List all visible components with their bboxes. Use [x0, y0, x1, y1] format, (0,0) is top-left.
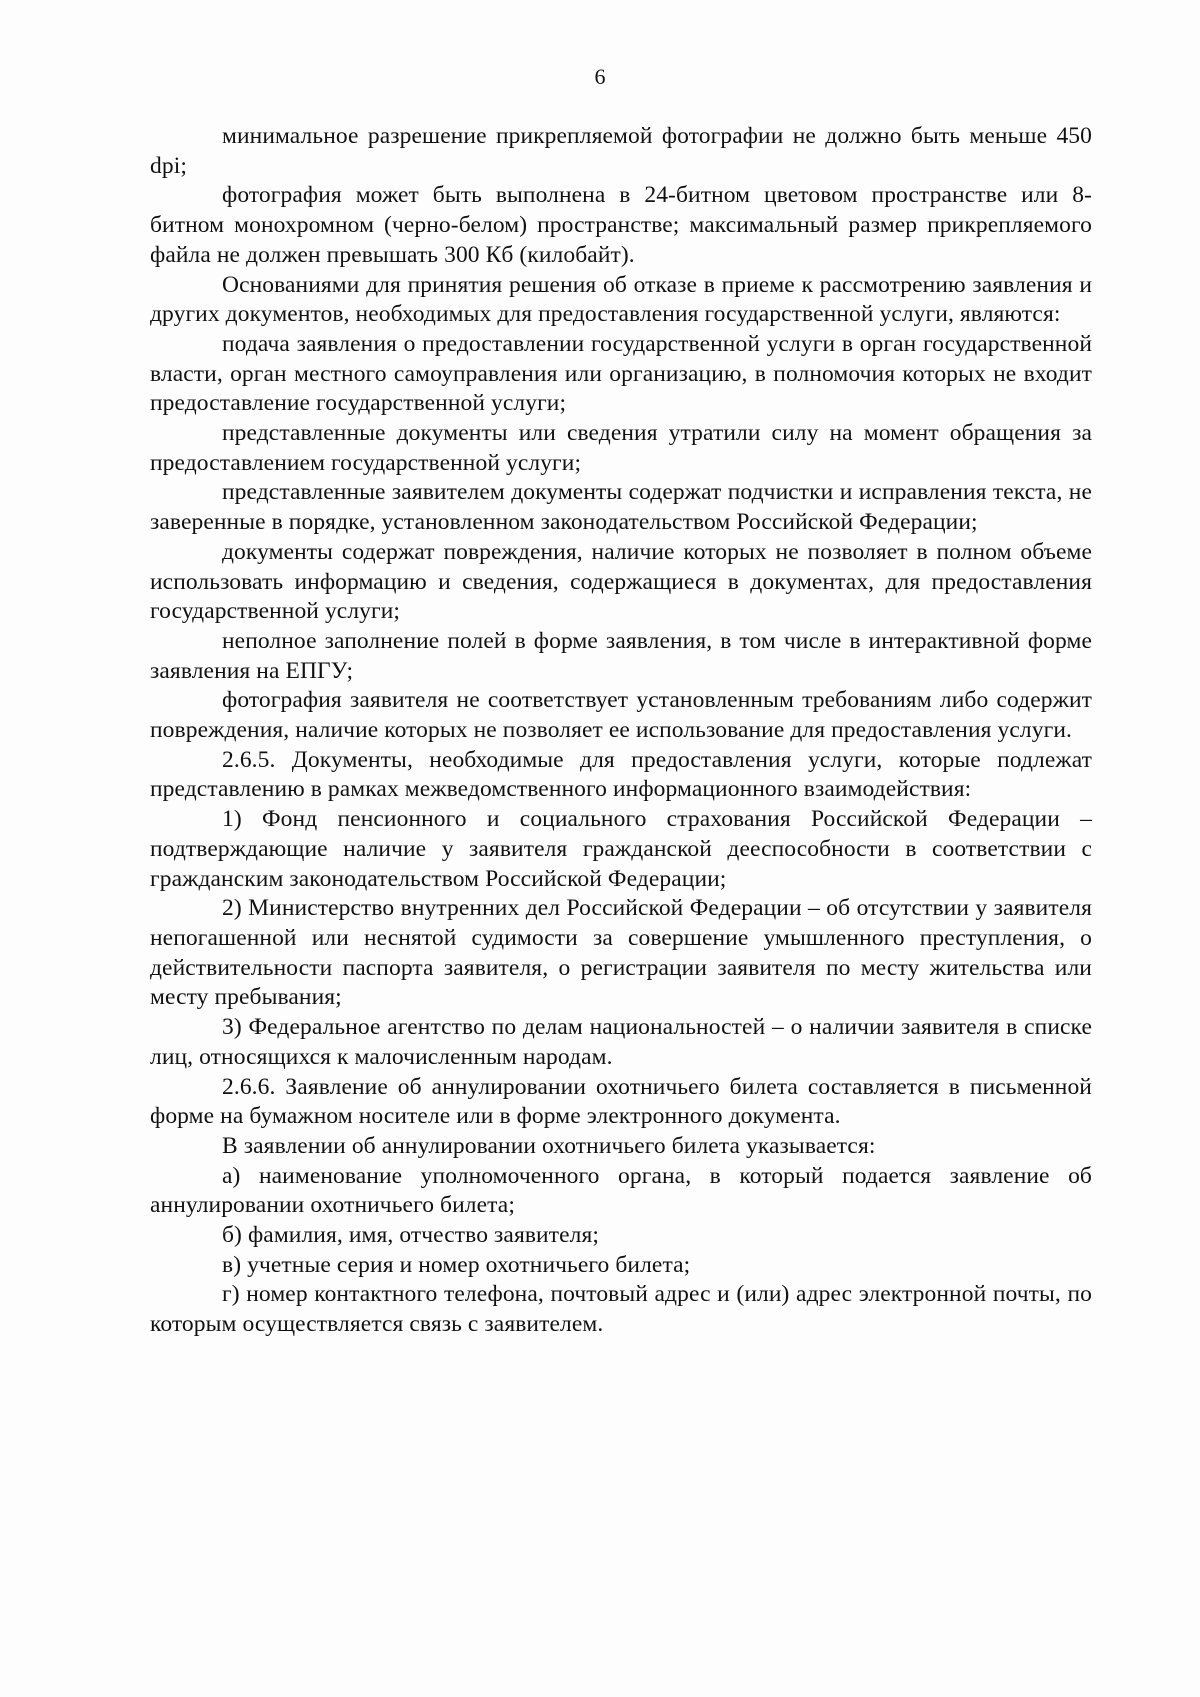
paragraph: минимальное разрешение прикрепляемой фотографии не должно быть меньше 450 dpi;	[150, 123, 1092, 179]
document-body	[150, 122, 1092, 1340]
paragraph: 2.6.5. Документы, необходимые для предоставления услуги, которые подлежат представлению в рамках межведомственного информационного взаимодействия:	[150, 746, 1092, 803]
paragraph: 1) Фонд пенсионного и социального страхования Российской Федерации – подтверждающие наличие у заявителя гражданской дееспособности в соответствии с гражданским законодательством Российской Федерации;	[150, 806, 1092, 892]
paragraph: а) наименование уполномоченного органа, в который подается заявление об аннулировании охотничьего билета;	[150, 1162, 1092, 1219]
paragraph: подача заявления о предоставлении государственной услуги в орган государственной власти, орган местного самоуправления или организацию, в полномочия которых не входит предоставление государственной услуги;	[150, 330, 1092, 417]
page-number: 6	[594, 64, 606, 89]
paragraph: 2.6.6. Заявление об аннулировании охотничьего билета составляется в письменной форме на бумажном носителе или в форме электронного документа.	[150, 1073, 1092, 1130]
paragraph: Основаниями для принятия решения об отказе в приеме к рассмотрению заявления и других документов, необходимых для предоставления государственной услуги, являются:	[150, 271, 1092, 328]
paragraph: представленные документы или сведения утратили силу на момент обращения за предоставлением государственной услуги;	[150, 420, 1092, 476]
paragraph: 3) Федеральное агентство по делам национальностей – о наличии заявителя в списке лиц, относящихся к малочисленным народам.	[150, 1014, 1092, 1070]
paragraph: фотография заявителя не соответствует установленным требованиям либо содержит повреждения, наличие которых не позволяет ее использование для предоставления услуги.	[150, 687, 1092, 744]
paragraph: В заявлении об аннулировании охотничьего билета указывается:	[222, 1132, 876, 1159]
paragraph: г) номер контактного телефона, почтовый адрес и (или) адрес электронной почты, по которым осуществляется связь с заявителем.	[150, 1281, 1092, 1338]
paragraph: неполное заполнение полей в форме заявления, в том числе в интерактивной форме заявления на ЕПГУ;	[150, 627, 1092, 684]
paragraph: 2) Министерство внутренних дел Российской Федерации – об отсутствии у заявителя непогашенной или неснятой судимости за совершение умышленного преступления, о действительности паспорта заявителя, о регистрации заявителя по месту жительства или месту пребывания;	[150, 895, 1092, 1011]
paragraph: документы содержат повреждения, наличие которых не позволяет в полном объеме использовать информацию и сведения, содержащиеся в документах, для предоставления государственной услуги;	[150, 538, 1092, 625]
paragraph: фотография может быть выполнена в 24-битном цветовом пространстве или 8-битном монохромном (черно-белом) пространстве; максимальный размер прикрепляемого файла не должен превышать 300 Кб (килобайт).	[150, 182, 1092, 268]
paragraph: б) фамилия, имя, отчество заявителя;	[222, 1222, 599, 1249]
paragraph: представленные заявителем документы содержат подчистки и исправления текста, не заверенные в порядке, установленном законодательством Российской Федерации;	[150, 479, 1092, 536]
paragraph: в) учетные серия и номер охотничьего билета;	[222, 1251, 691, 1278]
